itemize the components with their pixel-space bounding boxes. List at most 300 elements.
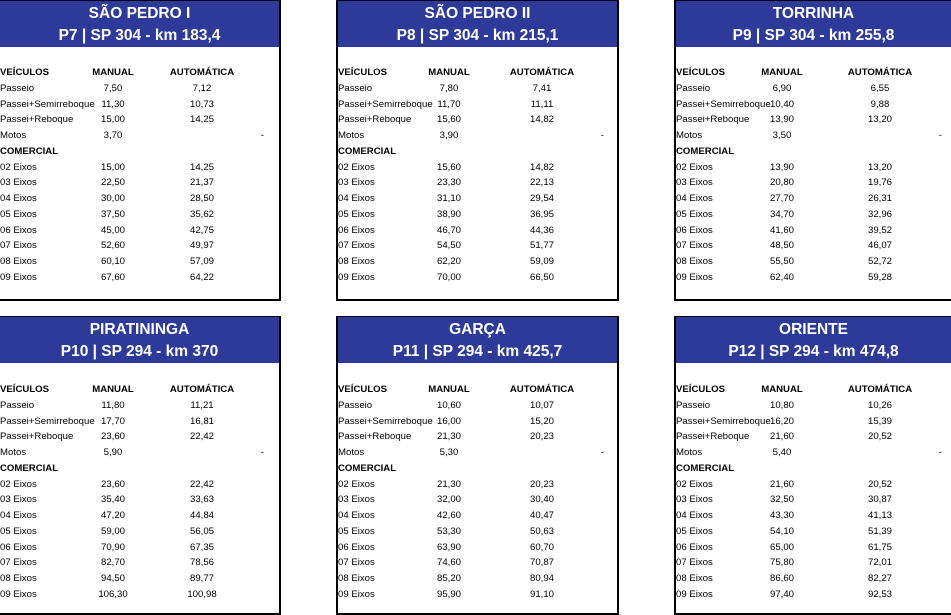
plaza-code: P10 | SP 294 - km 370 [60, 343, 219, 360]
automatic-value: 42,75 [189, 224, 214, 236]
vehicle-label: 06 Eixos [338, 224, 375, 236]
manual-value: 85,20 [436, 573, 461, 584]
manual-value: 5,40 [772, 447, 792, 458]
table-row [338, 398, 617, 414]
automatic-value: 32,96 [867, 208, 892, 220]
vehicle-label: 03 Eixos [338, 494, 375, 506]
automatic-value: 80,94 [529, 573, 554, 584]
manual-value: 95,90 [436, 588, 461, 600]
vehicle-label: Passei+Semirreboque [676, 98, 771, 110]
vehicle-label: 02 Eixos [676, 478, 713, 490]
manual-value: 30,00 [100, 193, 125, 204]
manual-value: 6,90 [772, 82, 792, 94]
vehicle-label: 09 Eixos [676, 271, 713, 283]
plaza-name: GARÇA [449, 321, 506, 338]
vehicle-label: Passei+Semirreboque [338, 98, 433, 110]
plaza-name: ORIENTE [779, 321, 848, 338]
table-row [338, 112, 617, 128]
vehicle-label: 08 Eixos [338, 573, 375, 584]
plaza-code: P9 | SP 304 - km 255,8 [732, 27, 895, 44]
manual-value: 20,80 [769, 177, 794, 189]
vehicle-label: 09 Eixos [338, 588, 375, 600]
table-row [338, 445, 617, 461]
manual-value: 106,30 [98, 588, 128, 600]
manual-value: 3,90 [439, 130, 459, 141]
plaza-name: TORRINHA [772, 5, 855, 22]
automatic-value: 59,09 [529, 256, 554, 267]
manual-value: 11,80 [101, 399, 125, 411]
manual-value: 46,70 [436, 224, 461, 236]
vehicle-label: 06 Eixos [0, 224, 37, 236]
manual-value: 75,80 [769, 557, 794, 569]
toll-plaza-card [0, 316, 281, 615]
vehicle-label: 04 Eixos [338, 193, 375, 204]
automatic-value: 30,87 [867, 494, 892, 506]
automatic-value: 52,72 [867, 256, 892, 267]
table-row [676, 175, 951, 191]
manual-value: 65,00 [769, 541, 794, 553]
vehicle-label: 08 Eixos [676, 256, 713, 267]
table-row [0, 207, 279, 223]
plaza-header [676, 1, 951, 47]
table-row [676, 254, 951, 270]
vehicle-label: Passei+Semirreboque [676, 415, 771, 427]
vehicle-label: 04 Eixos [0, 193, 37, 204]
vehicle-label: Passei+Reboque [0, 114, 74, 126]
manual-value: 10,80 [769, 399, 794, 411]
manual-value: 70,00 [436, 271, 461, 283]
automatic-value: 36,95 [529, 208, 554, 220]
vehicle-label: Passeio [0, 82, 35, 94]
automatic-value: 22,42 [189, 431, 214, 443]
manual-value: 67,60 [100, 271, 125, 283]
manual-value: 27,70 [769, 193, 794, 204]
vehicle-label: VEÍCULOS [676, 67, 726, 78]
table-row [676, 238, 951, 254]
automatic-value: 89,77 [189, 573, 214, 584]
automatic-value: 35,62 [189, 208, 214, 220]
plaza-code: P12 | SP 294 - km 474,8 [728, 343, 899, 360]
manual-value: 3,50 [772, 130, 792, 141]
tariff-table [0, 382, 279, 603]
table-row [0, 112, 279, 128]
column-header-row [676, 65, 951, 81]
automatic-value: 13,20 [867, 161, 892, 173]
toll-plaza-card [674, 0, 951, 301]
vehicle-label: VEÍCULOS [676, 384, 726, 395]
table-row [676, 160, 951, 176]
vehicle-label: 08 Eixos [676, 573, 713, 584]
toll-plaza-card [0, 0, 281, 301]
vehicle-label: 04 Eixos [676, 510, 713, 521]
manual-value: MANUAL [428, 384, 470, 395]
table-row [676, 555, 951, 571]
vehicle-label: 07 Eixos [676, 557, 713, 569]
table-row [676, 128, 951, 144]
manual-value: 41,60 [769, 224, 794, 236]
vehicle-label: COMERCIAL [676, 145, 735, 157]
automatic-value: 19,76 [867, 177, 892, 189]
table-row [0, 429, 279, 445]
manual-value: 86,60 [769, 573, 794, 584]
table-row [338, 270, 617, 286]
vehicle-label: Passeio [676, 82, 711, 94]
automatic-value: 33,63 [189, 494, 214, 506]
vehicle-label: Passei+Reboque [0, 431, 74, 443]
vehicle-label: 09 Eixos [338, 271, 375, 283]
manual-value: 3,70 [103, 130, 123, 141]
table-row [0, 97, 279, 113]
automatic-value: 11,11 [530, 98, 554, 110]
manual-value: 53,30 [436, 525, 461, 537]
automatic-value: 10,73 [189, 98, 214, 110]
table-row [676, 191, 951, 207]
plaza-header [338, 317, 617, 363]
automatic-value: 70,87 [529, 557, 554, 569]
table-row [0, 508, 279, 524]
vehicle-label: Motos [0, 447, 27, 458]
table-row [0, 398, 279, 414]
table-row [0, 191, 279, 207]
manual-value: 16,20 [769, 415, 794, 427]
manual-value: 34,70 [769, 208, 794, 220]
tariff-table [676, 65, 951, 286]
vehicle-label: Passei+Reboque [676, 431, 750, 443]
vehicle-label: 09 Eixos [0, 588, 37, 600]
manual-value: 62,20 [436, 256, 461, 267]
vehicle-label: COMERCIAL [338, 462, 397, 474]
table-row [338, 238, 617, 254]
column-header-row [338, 65, 617, 81]
automatic-value: AUTOMÁTICA [509, 384, 575, 395]
manual-value: 55,50 [769, 256, 794, 267]
manual-value: 5,90 [103, 447, 123, 458]
vehicle-label: 04 Eixos [0, 510, 37, 521]
automatic-value: AUTOMÁTICA [509, 67, 575, 78]
table-row [676, 223, 951, 239]
manual-value: 15,00 [100, 114, 125, 126]
section-header-commercial [0, 144, 279, 160]
manual-value: 21,30 [436, 478, 461, 490]
automatic-value: 20,52 [867, 431, 892, 443]
manual-value: 43,30 [769, 510, 794, 521]
vehicle-label: 02 Eixos [0, 161, 37, 173]
vehicle-label: Passei+Semirreboque [0, 98, 95, 110]
vehicle-label: 06 Eixos [0, 541, 37, 553]
table-row [338, 97, 617, 113]
column-header-row [0, 382, 279, 398]
vehicle-label: 06 Eixos [338, 541, 375, 553]
manual-value: 82,70 [100, 557, 125, 569]
manual-value: 15,00 [100, 161, 125, 173]
automatic-value: 49,97 [189, 240, 214, 252]
manual-value: 47,20 [100, 510, 125, 521]
manual-value: 15,60 [436, 114, 461, 126]
manual-value: MANUAL [92, 67, 134, 78]
manual-value: 48,50 [769, 240, 794, 252]
table-row [0, 492, 279, 508]
vehicle-label: Motos [676, 447, 703, 458]
vehicle-label: 07 Eixos [0, 240, 37, 252]
automatic-value: 22,42 [189, 478, 214, 490]
manual-value: 54,10 [769, 525, 794, 537]
automatic-value: 92,53 [867, 588, 892, 600]
table-row [676, 81, 951, 97]
vehicle-label: COMERCIAL [676, 462, 735, 474]
automatic-value: 59,28 [867, 271, 892, 283]
manual-value: 10,40 [769, 98, 794, 110]
toll-plaza-card [336, 0, 619, 301]
toll-plaza-card [336, 316, 619, 615]
table-row [338, 508, 617, 524]
vehicle-label: 07 Eixos [0, 557, 37, 569]
table-row [338, 477, 617, 493]
table-row [0, 540, 279, 556]
column-header-row [338, 382, 617, 398]
table-row [676, 492, 951, 508]
automatic-value: 50,63 [529, 525, 554, 537]
vehicle-label: Passeio [338, 82, 373, 94]
automatic-value: 51,77 [529, 240, 554, 252]
section-header-commercial [676, 144, 951, 160]
manual-value: 74,60 [436, 557, 461, 569]
vehicle-label: Passei+Reboque [338, 431, 412, 443]
manual-value: 54,50 [436, 240, 461, 252]
automatic-value: 39,52 [867, 224, 892, 236]
table-row [0, 81, 279, 97]
plaza-header [676, 317, 951, 363]
manual-value: 7,80 [439, 82, 459, 94]
manual-value: 11,70 [437, 98, 461, 110]
vehicle-label: Motos [676, 130, 703, 141]
automatic-value: 11,21 [190, 399, 214, 411]
manual-value: 52,60 [100, 240, 125, 252]
vehicle-label: 06 Eixos [676, 224, 713, 236]
vehicle-label: 03 Eixos [676, 177, 713, 189]
automatic-value: 15,20 [529, 415, 554, 427]
automatic-value: - [938, 130, 942, 141]
table-row [0, 175, 279, 191]
automatic-value: 41,13 [867, 510, 892, 521]
table-row [676, 112, 951, 128]
vehicle-label: Passeio [0, 399, 35, 411]
table-row [338, 429, 617, 445]
manual-value: 42,60 [436, 510, 461, 521]
table-row [338, 524, 617, 540]
column-header-row [0, 65, 279, 81]
vehicle-label: Motos [338, 447, 365, 458]
table-row [338, 160, 617, 176]
automatic-value: - [600, 447, 604, 458]
table-row [0, 524, 279, 540]
vehicle-label: 05 Eixos [338, 525, 375, 537]
manual-value: 23,60 [100, 431, 125, 443]
automatic-value: AUTOMÁTICA [847, 384, 913, 395]
automatic-value: 44,84 [189, 510, 214, 521]
section-header-commercial [0, 461, 279, 477]
automatic-value: 21,37 [189, 177, 214, 189]
automatic-value: 10,07 [529, 399, 554, 411]
automatic-value: 22,13 [529, 177, 554, 189]
table-row [676, 587, 951, 603]
vehicle-label: COMERCIAL [338, 145, 397, 157]
manual-value: 13,90 [769, 161, 794, 173]
table-row [0, 254, 279, 270]
vehicle-label: 05 Eixos [676, 208, 713, 220]
vehicle-label: 04 Eixos [676, 193, 713, 204]
manual-value: 21,60 [769, 478, 794, 490]
automatic-value: 78,56 [189, 557, 214, 569]
table-row [0, 445, 279, 461]
automatic-value: - [260, 447, 264, 458]
vehicle-label: COMERCIAL [0, 145, 59, 157]
table-row [0, 128, 279, 144]
plaza-header [0, 1, 279, 47]
vehicle-label: Passei+Reboque [338, 114, 412, 126]
tariff-table [338, 382, 617, 603]
manual-value: 16,00 [436, 415, 461, 427]
table-row [676, 398, 951, 414]
vehicle-label: 02 Eixos [676, 161, 713, 173]
manual-value: 45,00 [100, 224, 125, 236]
table-row [676, 207, 951, 223]
table-row [338, 254, 617, 270]
automatic-value: 13,20 [867, 114, 892, 126]
manual-value: 32,50 [769, 494, 794, 506]
manual-value: 35,40 [100, 494, 125, 506]
section-header-commercial [676, 461, 951, 477]
manual-value: 21,60 [769, 431, 794, 443]
table-row [338, 571, 617, 587]
automatic-value: 46,07 [867, 240, 892, 252]
table-row [676, 477, 951, 493]
automatic-value: 10,26 [867, 399, 892, 411]
manual-value: 11,30 [101, 98, 125, 110]
tariff-table [676, 382, 951, 603]
manual-value: 21,30 [436, 431, 461, 443]
manual-value: 5,30 [439, 447, 459, 458]
automatic-value: 14,25 [189, 114, 214, 126]
vehicle-label: 09 Eixos [676, 588, 713, 600]
vehicle-label: VEÍCULOS [338, 67, 388, 78]
vehicle-label: Passeio [676, 399, 711, 411]
automatic-value: 91,10 [529, 588, 554, 600]
table-row [338, 175, 617, 191]
manual-value: 94,50 [100, 573, 125, 584]
automatic-value: 72,01 [867, 557, 892, 569]
vehicle-label: 05 Eixos [0, 525, 37, 537]
plaza-name: SÃO PEDRO II [424, 5, 531, 22]
manual-value: 63,90 [436, 541, 461, 553]
automatic-value: 15,39 [867, 415, 892, 427]
plaza-name: PIRATININGA [89, 321, 190, 338]
vehicle-label: 03 Eixos [0, 494, 37, 506]
vehicle-label: 05 Eixos [338, 208, 375, 220]
automatic-value: 16,81 [189, 415, 214, 427]
manual-value: 97,40 [769, 588, 794, 600]
vehicle-label: VEÍCULOS [0, 384, 50, 395]
table-row [0, 414, 279, 430]
manual-value: 22,50 [100, 177, 125, 189]
vehicle-label: 03 Eixos [676, 494, 713, 506]
vehicle-label: 07 Eixos [338, 557, 375, 569]
table-row [338, 540, 617, 556]
plaza-code: P8 | SP 304 - km 215,1 [396, 27, 559, 44]
automatic-value: - [938, 447, 942, 458]
table-row [338, 414, 617, 430]
automatic-value: 9,88 [870, 98, 890, 110]
vehicle-label: Motos [0, 130, 27, 141]
automatic-value: 20,23 [529, 431, 554, 443]
table-row [338, 207, 617, 223]
table-row [338, 191, 617, 207]
automatic-value: 60,70 [529, 541, 554, 553]
plaza-code: P11 | SP 294 - km 425,7 [392, 343, 563, 360]
manual-value: 13,90 [769, 114, 794, 126]
automatic-value: 100,98 [187, 588, 217, 600]
table-row [676, 270, 951, 286]
vehicle-label: Passei+Semirreboque [338, 415, 433, 427]
manual-value: 38,90 [436, 208, 461, 220]
automatic-value: 28,50 [189, 193, 214, 204]
manual-value: 7,50 [103, 82, 123, 94]
vehicle-label: 02 Eixos [0, 478, 37, 490]
automatic-value: 6,55 [870, 82, 890, 94]
vehicle-label: COMERCIAL [0, 462, 59, 474]
table-row [0, 160, 279, 176]
vehicle-label: Passei+Semirreboque [0, 415, 95, 427]
automatic-value: 67,35 [189, 541, 214, 553]
automatic-value: 64,22 [189, 271, 214, 283]
vehicle-label: Passei+Reboque [676, 114, 750, 126]
table-row [676, 429, 951, 445]
manual-value: 17,70 [100, 415, 125, 427]
manual-value: MANUAL [761, 384, 803, 395]
vehicle-label: VEÍCULOS [0, 67, 50, 78]
vehicle-label: Motos [338, 130, 365, 141]
vehicle-label: 05 Eixos [676, 525, 713, 537]
section-header-commercial [338, 144, 617, 160]
manual-value: 23,30 [436, 177, 461, 189]
automatic-value: - [260, 130, 264, 141]
tariff-table [338, 65, 617, 286]
vehicle-label: 04 Eixos [338, 510, 375, 521]
automatic-value: 26,31 [867, 193, 892, 204]
table-row [676, 524, 951, 540]
manual-value: 31,10 [436, 193, 461, 204]
plaza-name: SÃO PEDRO I [88, 5, 191, 22]
automatic-value: 57,09 [189, 256, 214, 267]
manual-value: 37,50 [100, 208, 125, 220]
table-row [676, 508, 951, 524]
manual-value: 62,40 [769, 271, 794, 283]
manual-value: 10,60 [436, 399, 461, 411]
automatic-value: 66,50 [529, 271, 554, 283]
vehicle-label: Passeio [338, 399, 373, 411]
vehicle-label: 08 Eixos [0, 573, 37, 584]
table-row [338, 223, 617, 239]
manual-value: 23,60 [100, 478, 125, 490]
table-row [338, 492, 617, 508]
automatic-value: 82,27 [867, 573, 892, 584]
vehicle-label: 06 Eixos [676, 541, 713, 553]
table-row [0, 223, 279, 239]
automatic-value: 29,54 [529, 193, 554, 204]
table-row [338, 555, 617, 571]
table-row [676, 571, 951, 587]
table-row [338, 81, 617, 97]
manual-value: MANUAL [761, 67, 803, 78]
